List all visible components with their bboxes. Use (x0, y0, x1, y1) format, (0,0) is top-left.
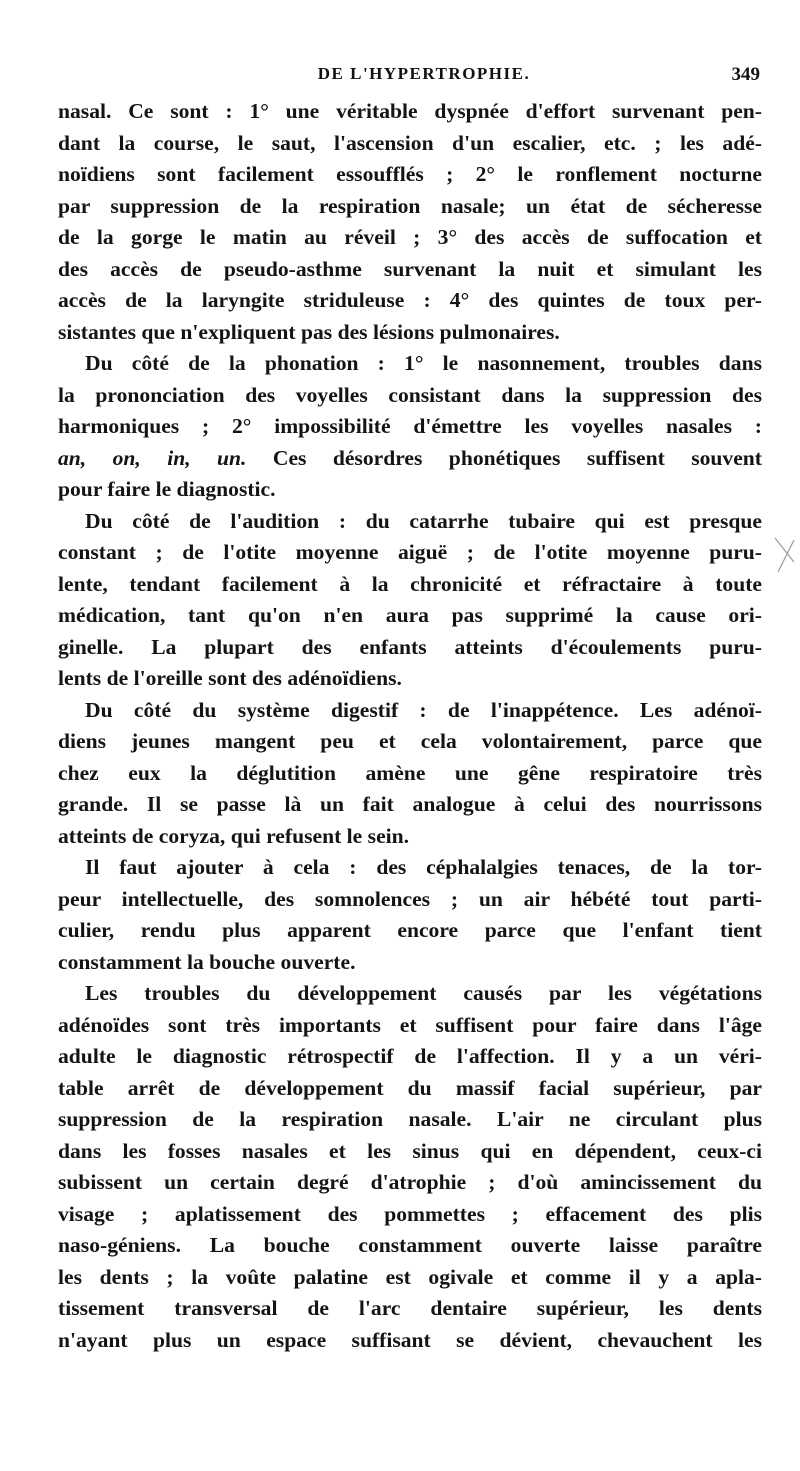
text-line: accès de la laryngite striduleuse : 4° des quintes de toux per- (58, 288, 762, 312)
text-line: tissement transversal de l'arc dentaire supérieur, les dents (58, 1296, 762, 1320)
text-line (58, 443, 762, 475)
italic-vowels: an, on, in, un. (58, 445, 247, 470)
margin-pencil-mark (772, 532, 798, 576)
page-number: 349 (731, 64, 760, 85)
text-line: adulte le diagnostic rétrospectif de l'affection. Il y a un véri- (58, 1044, 762, 1068)
text-line: dant la course, le saut, l'ascension d'un escalier, etc. ; les adé- (58, 130, 762, 155)
text-line: des accès de pseudo-asthme survenant la nuit et simulant les (58, 256, 762, 281)
text-line: la prononciation des voyelles consistant dans la suppression des (58, 382, 762, 407)
text-line: pour faire le diagnostic. (58, 477, 276, 501)
text-line: chez eux la déglutition amène une gêne respiratoire très (58, 760, 762, 785)
line-rest: Ces désordres phonétiques suffisent souvent (246, 445, 762, 470)
text-line: par suppression de la respiration nasale; un état de sécheresse (58, 193, 762, 218)
text-line: médication, tant qu'on n'en aura pas supprimé la cause ori- (58, 603, 762, 627)
text-line: Du côté de l'audition : du catarrhe tubaire qui est presque (85, 508, 762, 533)
text-line: sistantes que n'expliquent pas des lésions pulmonaires. (58, 319, 560, 344)
text-line: n'ayant plus un espace suffisant se dévient, chevauchent les (58, 1327, 762, 1352)
page-header (58, 64, 760, 90)
text-line: diens jeunes mangent peu et cela volontairement, parce que (58, 729, 762, 753)
text-line: subissent un certain degré d'atrophie ; d'où amincissement du (58, 1170, 762, 1194)
text-line: lents de l'oreille sont des adénoïdiens. (58, 666, 402, 690)
text-line: visage ; aplatissement des pommettes ; effacement des plis (58, 1201, 762, 1226)
running-title: DE L'HYPERTROPHIE. (317, 64, 531, 83)
text-line: Il faut ajouter à cela : des céphalalgies tenaces, de la tor- (85, 855, 762, 879)
text-line: adénoïdes sont très importants et suffisent pour faire dans l'âge (58, 1012, 762, 1037)
text-line: lente, tendant facilement à la chronicité et réfractaire à toute (58, 571, 762, 596)
text-line: nasal. Ce sont : 1° une véritable dyspnée d'effort survenant pen- (58, 99, 762, 123)
text-line: constamment la bouche ouverte. (58, 949, 356, 974)
body-text (58, 96, 762, 1356)
text-line: naso-géniens. La bouche constamment ouverte laisse paraître (58, 1233, 762, 1257)
text-line: ginelle. La plupart des enfants atteints d'écoulements puru- (58, 634, 762, 659)
text-line: table arrêt de développement du massif facial supérieur, par (58, 1075, 762, 1100)
text-line: Les troubles du développement causés par les végétations (85, 981, 762, 1005)
text-line: grande. Il se passe là un fait analogue à celui des nourrissons (58, 792, 762, 816)
text-line: Du côté de la phonation : 1° le nasonnement, troubles dans (85, 351, 762, 375)
text-line: de la gorge le matin au réveil ; 3° des accès de suffocation et (58, 225, 762, 249)
text-line: constant ; de l'otite moyenne aiguë ; de l'otite moyenne puru- (58, 540, 762, 564)
text-line: noïdiens sont facilement essoufflés ; 2° le ronflement nocturne (58, 162, 762, 186)
text-line: dans les fosses nasales et les sinus qui en dépendent, ceux-ci (58, 1138, 762, 1163)
text-line: peur intellectuelle, des somnolences ; un air hébété tout parti- (58, 886, 762, 911)
text-line: harmoniques ; 2° impossibilité d'émettre les voyelles nasales : (58, 414, 762, 438)
text-line: culier, rendu plus apparent encore parce que l'enfant tient (58, 918, 762, 942)
text-line: Du côté du système digestif : de l'inappétence. Les adénoï- (85, 697, 762, 722)
text-line: suppression de la respiration nasale. L'air ne circulant plus (58, 1107, 762, 1131)
text-line: les dents ; la voûte palatine est ogivale et comme il y a apla- (58, 1264, 762, 1289)
text-line: atteints de coryza, qui refusent le sein. (58, 823, 410, 848)
